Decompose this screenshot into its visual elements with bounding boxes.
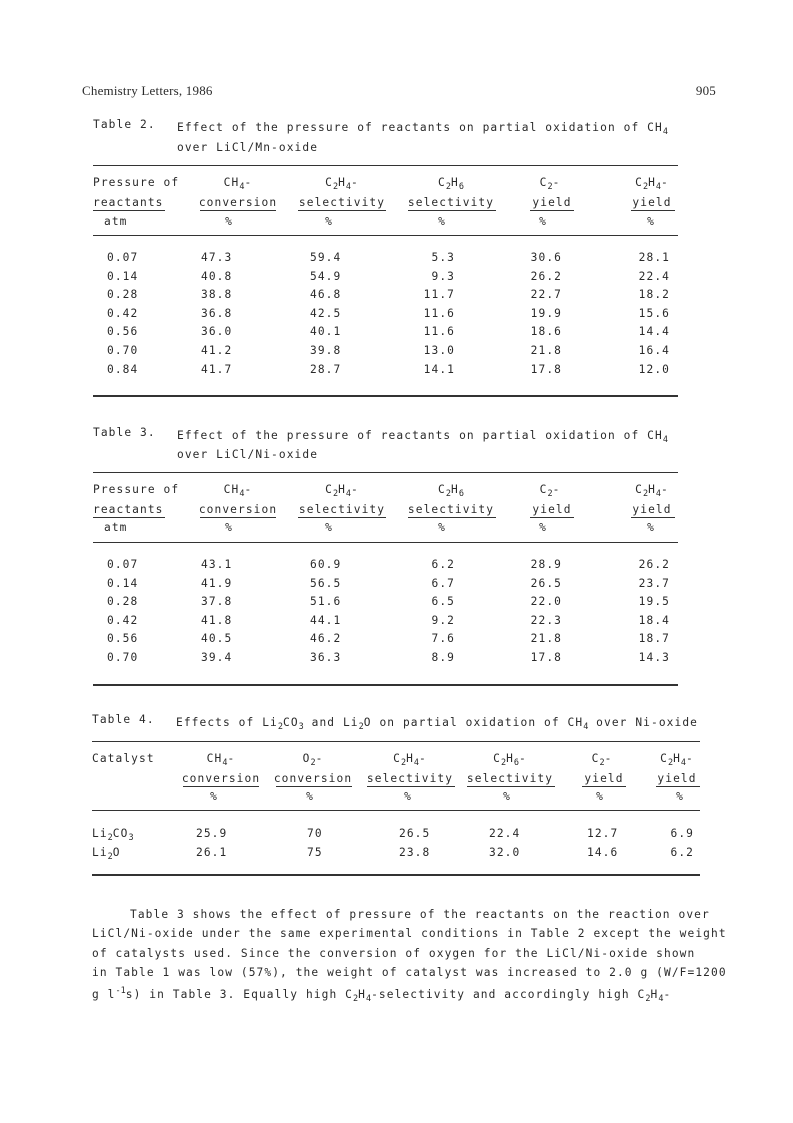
table3-cell: 6.2 (431, 558, 455, 571)
table3-cell: 26.2 (638, 558, 670, 571)
table4-cell: 25.9 (196, 827, 228, 840)
table2-cell: 59.4 (310, 251, 342, 264)
table2-cell: 17.8 (530, 362, 562, 376)
table2-cell: 0.28 (107, 288, 139, 302)
table3-head-c2h6-2: selectivity (407, 503, 495, 516)
table3-cell: 41.8 (201, 613, 233, 627)
table2-header-rule (93, 235, 678, 236)
table4-head-ch4-unit: % (210, 790, 218, 803)
table2-cell: 26.2 (530, 269, 562, 283)
table4-cell: 12.7 (587, 827, 619, 840)
table3-cell: 43.1 (201, 558, 233, 571)
table2-cell: 11.7 (423, 288, 455, 302)
table3-head-pressure-2: reactants (93, 503, 164, 516)
table2-cell: 30.6 (530, 251, 562, 264)
table4-cell: 6.9 (670, 827, 694, 840)
table3-head-c2h4y-2: yield (632, 503, 672, 516)
table2-head-ch4: $CH_4-$ (223, 176, 253, 192)
table2-cell: 47.3 (201, 251, 233, 264)
table4-head-ch4-2: conversion (181, 772, 261, 785)
table2-cell: 40.8 (201, 269, 233, 283)
table4-cell: 6.2 (670, 845, 694, 859)
table3-head-pressure-1: Pressure of (93, 483, 180, 496)
table4-head-catalyst: Catalyst (92, 752, 155, 765)
table2-caption (93, 118, 713, 158)
table2-head-c2h6: $C_2H_6$ (438, 176, 464, 192)
table2-cell: 46.8 (310, 288, 342, 302)
table2-cell: 11.6 (423, 325, 455, 339)
table4-catalyst: $Li_2CO_3$ (92, 827, 134, 843)
table4-head-o2-unit: % (306, 790, 314, 803)
table2-number: Table 2. (93, 118, 156, 131)
table4-cell: 26.1 (196, 845, 228, 859)
table3-cell: 60.9 (310, 558, 342, 571)
table2-head-pressure-unit: atm (104, 215, 128, 228)
table2-top-rule (93, 165, 678, 166)
table4-head-c2-unit: % (596, 790, 604, 803)
table4-head-o2: $O_2-$ (302, 752, 324, 768)
table3-head-c2: $C_2-$ (539, 483, 561, 499)
table2-cell: 18.6 (530, 325, 562, 339)
table2-cell: 0.07 (107, 251, 139, 264)
table3-cell: 41.9 (201, 576, 233, 590)
table3-header-rule (93, 542, 678, 543)
table2-head-c2-unit: % (539, 215, 547, 228)
table4-cell: 23.8 (399, 845, 431, 859)
table3-cell: 0.14 (107, 576, 139, 590)
table3-cell: 21.8 (530, 632, 562, 646)
table4-cell: 75 (307, 845, 323, 859)
table3-cell: 22.3 (530, 613, 562, 627)
table3-cell: 0.42 (107, 613, 139, 627)
table3-head-c2h4y-unit: % (647, 521, 655, 534)
table3-caption-line1: Effect of the pressure of reactants on partial oxidation of $CH_4$ (177, 429, 668, 445)
table4-cell: 70 (307, 827, 323, 840)
table2-head-ch4-unit: % (225, 215, 233, 228)
journal-header: Chemistry Letters, 1986 (82, 83, 213, 98)
table3-cell: 17.8 (530, 651, 562, 664)
table4-head-c2h4: $C_2H_4-$ (393, 752, 427, 768)
table2-cell: 22.7 (530, 288, 562, 302)
table4-head-c2h4y: $C_2H_4-$ (660, 752, 694, 768)
table4-head-c2-2: yield (584, 772, 624, 785)
table2-cell: 21.8 (530, 344, 562, 357)
table4-head-c2h4-unit: % (404, 790, 412, 803)
table2-cell: 0.14 (107, 269, 139, 283)
table4-number: Table 4. (92, 713, 155, 726)
table3-cell: 0.56 (107, 632, 139, 646)
table3-caption-line2: over LiCl/Ni-oxide (177, 448, 319, 461)
table3-top-rule (93, 472, 678, 473)
table3-cell: 6.5 (431, 595, 455, 609)
table4-head-o2-2: conversion (273, 772, 353, 785)
table2-head-c2-2: yield (532, 196, 572, 209)
table3-cell: 36.3 (310, 651, 342, 664)
table3-cell: 39.4 (201, 651, 233, 664)
table4-head-c2h6-2: selectivity (466, 772, 554, 785)
table3-head-c2h6-unit: % (438, 521, 446, 534)
table2-cell: 19.9 (530, 306, 562, 320)
table3-cell: 18.4 (638, 613, 670, 627)
table2-cell: 28.1 (638, 251, 670, 264)
table2-cell: 13.0 (423, 344, 455, 357)
table2-cell: 54.9 (310, 269, 342, 283)
table3-head-ch4-unit: % (225, 521, 233, 534)
table3-cell: 14.3 (638, 651, 670, 664)
table2-head-c2h4y-unit: % (647, 215, 655, 228)
table2-head-c2h4y: $C_2H_4-$ (635, 176, 669, 192)
table3-cell: 37.8 (201, 595, 233, 609)
table4-cell: 26.5 (399, 827, 431, 840)
table4-head-c2h6: $C_2H_6-$ (493, 752, 527, 768)
table3-caption (93, 426, 713, 466)
table3-cell: 23.7 (638, 576, 670, 590)
table4-cell: 32.0 (489, 845, 521, 859)
paragraph-line-5: g $l^{-1}s$) in Table 3. Equally high $C_2H_4$-selectivity and accordingly high $C_2H_4-$ (92, 986, 672, 1005)
table2-cell: 14.4 (638, 325, 670, 339)
table2-head-c2h4y-2: yield (632, 196, 672, 209)
table3-cell: 56.5 (310, 576, 342, 590)
table2-cell: 0.42 (107, 306, 139, 320)
table3-head-c2h4y: $C_2H_4-$ (635, 483, 669, 499)
table3-head-c2h6: $C_2H_6$ (438, 483, 464, 499)
table4-header-rule (92, 810, 700, 811)
table2-cell: 11.6 (423, 306, 455, 320)
table2-cell: 39.8 (310, 344, 342, 357)
paragraph-line-3: of catalysts used. Since the conversion of oxygen for the LiCl/Ni-oxide shown (92, 946, 696, 960)
table3-cell: 28.9 (530, 558, 562, 571)
table2-head-c2h4-unit: % (325, 215, 333, 228)
table2-cell: 15.6 (638, 306, 670, 320)
table3-cell: 0.07 (107, 558, 139, 571)
table3-head-c2-unit: % (539, 521, 547, 534)
table2-cell: 18.2 (638, 288, 670, 302)
table3-cell: 9.2 (431, 613, 455, 627)
table2-cell: 41.2 (201, 344, 233, 357)
table3-cell: 6.7 (431, 576, 455, 590)
body-paragraph (92, 905, 727, 1005)
table3-head-pressure-unit: atm (104, 521, 128, 534)
table4-top-rule (92, 741, 700, 742)
table3-head-c2-2: yield (532, 503, 572, 516)
table4-head-ch4: $CH_4-$ (206, 752, 236, 768)
table2-head-c2h4-2: selectivity (298, 196, 386, 209)
table3-cell: 19.5 (638, 595, 670, 609)
table4-cell: 22.4 (489, 827, 521, 840)
table2-cell: 41.7 (201, 362, 233, 376)
table2-caption-line2: over LiCl/Mn-oxide (177, 141, 319, 154)
table2-cell: 36.8 (201, 306, 233, 320)
table2-head-c2h6-unit: % (438, 215, 446, 228)
table4-head-c2h4-2: selectivity (366, 772, 454, 785)
table4-head-c2h6-unit: % (503, 790, 511, 803)
table3-cell: 22.0 (530, 595, 562, 609)
table3-cell: 0.28 (107, 595, 139, 609)
table3-cell: 0.70 (107, 651, 139, 664)
table3-cell: 26.5 (530, 576, 562, 590)
table3-cell: 44.1 (310, 613, 342, 627)
table3-cell: 51.6 (310, 595, 342, 609)
table3-head-c2h4-unit: % (325, 521, 333, 534)
table4-caption-line: Effects of $Li_2CO_3$ and $Li_2O$ on partial oxidation of $CH_4$ over Ni-oxide (176, 716, 699, 732)
table2-cell: 28.7 (310, 362, 342, 376)
table3-cell: 7.6 (431, 632, 455, 646)
table3-bottom-rule (93, 684, 678, 686)
table4-caption (92, 713, 712, 733)
table2-cell: 22.4 (638, 269, 670, 283)
table2-head-c2h6-2: selectivity (407, 196, 495, 209)
table4-cell: 14.6 (587, 845, 619, 859)
table3-number: Table 3. (93, 426, 156, 439)
table4-head-c2h4y-2: yield (657, 772, 697, 785)
table2-head-pressure-1: Pressure of (93, 176, 180, 189)
table2-cell: 5.3 (431, 251, 455, 264)
table3-head-ch4: $CH_4-$ (223, 483, 253, 499)
paragraph-line-2: LiCl/Ni-oxide under the same experimental conditions in Table 2 except the weight (92, 927, 727, 941)
table2-cell: 36.0 (201, 325, 233, 339)
table2-cell: 0.70 (107, 344, 139, 357)
table2-cell: 16.4 (638, 344, 670, 357)
table4-catalyst: $Li_2O$ (92, 845, 121, 862)
table2-cell: 42.5 (310, 306, 342, 320)
table3-cell: 40.5 (201, 632, 233, 646)
table2-caption-line1: Effect of the pressure of reactants on partial oxidation of $CH_4$ (177, 121, 668, 137)
table2-cell: 0.56 (107, 325, 139, 339)
table3-cell: 8.9 (431, 651, 455, 664)
table2-cell: 40.1 (310, 325, 342, 339)
table3-cell: 18.7 (638, 632, 670, 646)
table2-head-c2: $C_2-$ (539, 176, 561, 192)
table3-head-ch4-2: conversion (198, 503, 278, 516)
paragraph-line-4: in Table 1 was low (57%), the weight of catalyst was increased to 2.0 g (W/F=1200 (92, 965, 727, 979)
table3-head-c2h4-2: selectivity (298, 503, 386, 516)
page-number: 905 (695, 83, 716, 98)
table3-cell: 46.2 (310, 632, 342, 646)
table4-head-c2: $C_2-$ (591, 752, 613, 768)
table2-head-c2h4: $C_2H_4-$ (325, 176, 359, 192)
table2-cell: 0.84 (107, 362, 139, 376)
table2-head-ch4-2: conversion (198, 196, 278, 209)
table4-head-c2h4y-unit: % (676, 790, 684, 803)
paragraph-line-1: Table 3 shows the effect of pressure of the reactants on the reaction over (130, 908, 710, 921)
table2-cell: 12.0 (638, 362, 670, 376)
table2-cell: 38.8 (201, 288, 233, 302)
table2-cell: 9.3 (431, 269, 455, 283)
table2-head-pressure-2: reactants (93, 196, 164, 209)
table4-bottom-rule (92, 874, 700, 876)
table2-bottom-rule (93, 395, 678, 397)
table2-cell: 14.1 (423, 362, 455, 376)
table3-head-c2h4: $C_2H_4-$ (325, 483, 359, 499)
